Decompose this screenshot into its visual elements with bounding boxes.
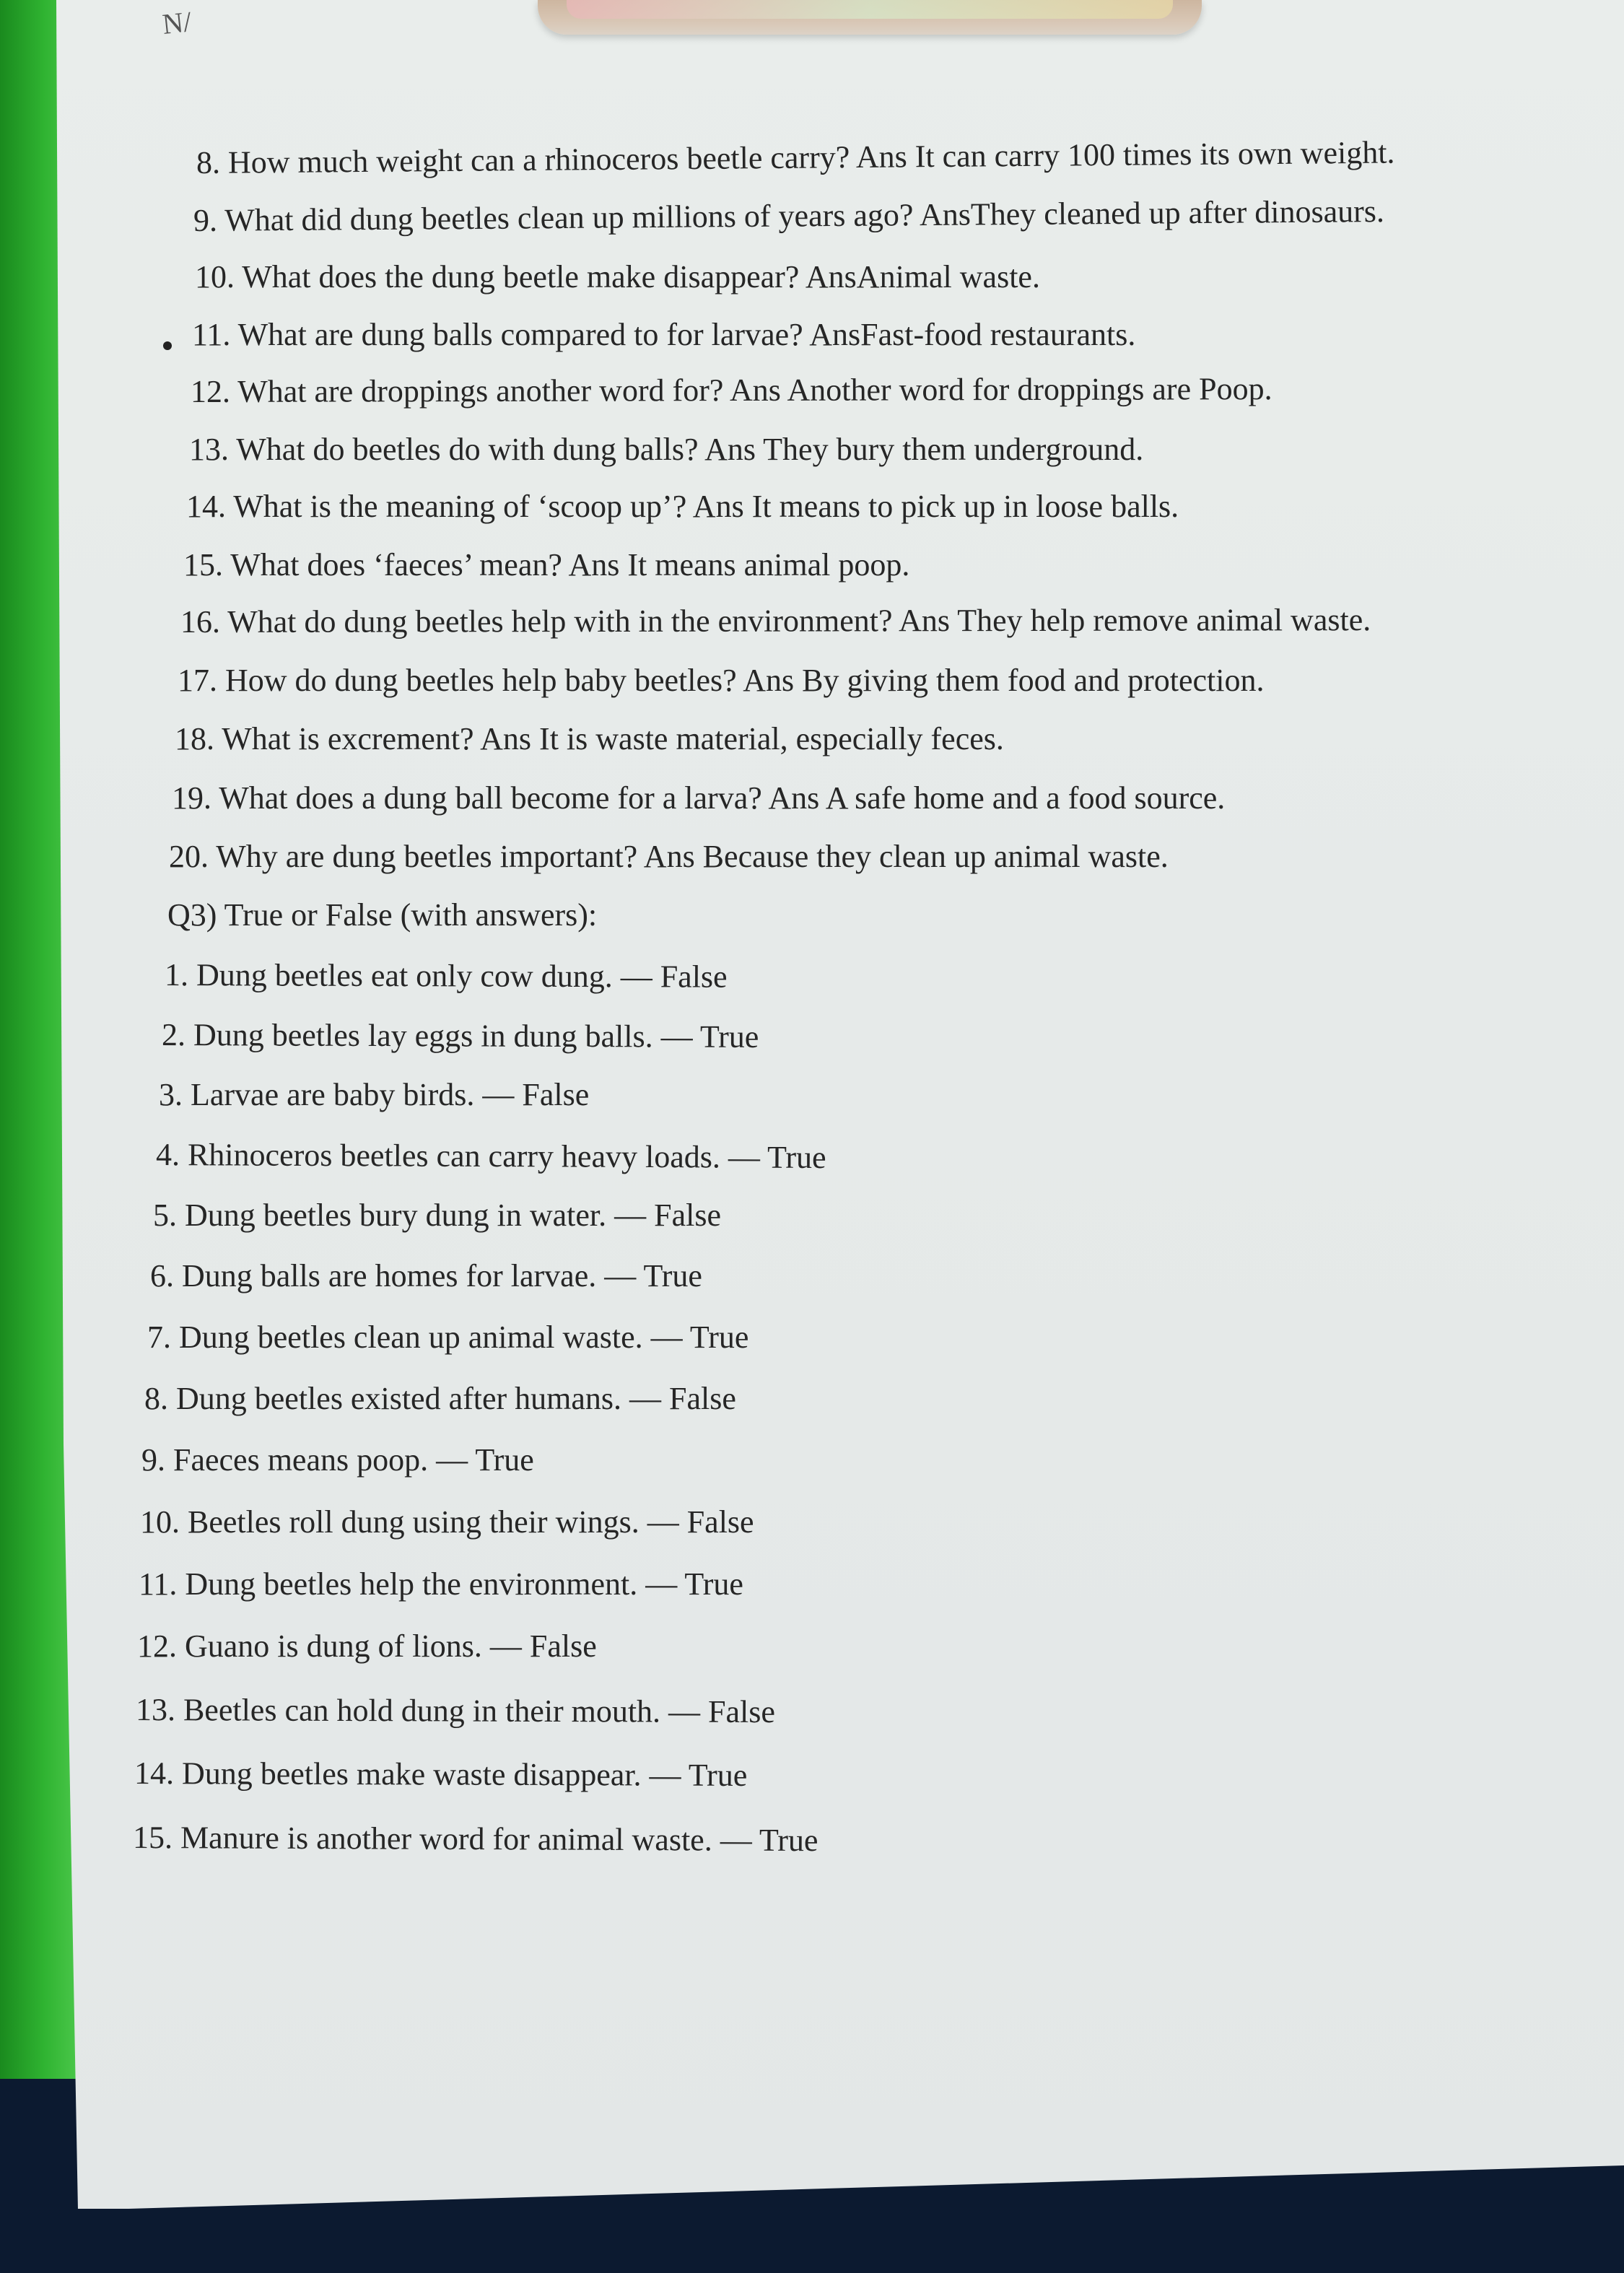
- header-mark: N/: [160, 5, 193, 40]
- section-heading: Q3) True or False (with answers):: [167, 897, 598, 933]
- tf-line: 5. Dung beetles bury dung in water. — False: [153, 1197, 721, 1233]
- qa-line: 16. What do dung beetles help with in the environment? Ans They help remove animal waste.: [180, 602, 1371, 640]
- qa-line: 8. How much weight can a rhinoceros beetle carry? Ans It can carry 100 times its own weight.: [196, 134, 1395, 180]
- tf-line: 3. Larvae are baby birds. — False: [159, 1077, 590, 1112]
- tf-line: 8. Dung beetles existed after humans. — False: [144, 1381, 736, 1416]
- qa-line: 15. What does ‘faeces’ mean? Ans It means animal poop.: [183, 547, 910, 583]
- qa-line: 19. What does a dung ball become for a larva? Ans A safe home and a food source.: [172, 780, 1226, 816]
- tf-line: 13. Beetles can hold dung in their mouth. — False: [135, 1692, 776, 1730]
- tf-line: 12. Guano is dung of lions. — False: [137, 1628, 597, 1664]
- qa-line: 9. What did dung beetles clean up millions of years ago? AnsThey cleaned up after dinosaurs.: [193, 193, 1385, 238]
- tf-line: 6. Dung balls are homes for larvae. — True: [150, 1258, 702, 1293]
- qa-line: 12. What are droppings another word for? Ans Another word for droppings are Poop.: [190, 371, 1272, 409]
- qa-line: 17. How do dung beetles help baby beetles? Ans By giving them food and protection.: [178, 663, 1265, 698]
- qa-line: 11. What are dung balls compared to for larvae? AnsFast-food restaurants.: [192, 317, 1136, 352]
- tf-line: 7. Dung beetles clean up animal waste. — True: [147, 1319, 749, 1355]
- tf-line: 1. Dung beetles eat only cow dung. — False: [164, 957, 728, 995]
- qa-line: 20. Why are dung beetles important? Ans Because they clean up animal waste.: [169, 839, 1169, 874]
- tf-line: 11. Dung beetles help the environment. — True: [139, 1566, 743, 1602]
- tf-line: 15. Manure is another word for animal waste. — True: [132, 1820, 818, 1859]
- tf-line: 4. Rhinoceros beetles can carry heavy loads. — True: [155, 1137, 826, 1176]
- tf-line: 2. Dung beetles lay eggs in dung balls. — True: [161, 1017, 759, 1055]
- qa-line: 13. What do beetles do with dung balls? Ans They bury them underground.: [189, 432, 1144, 467]
- qa-line: 10. What does the dung beetle make disappear? AnsAnimal waste.: [195, 259, 1040, 295]
- tf-line: 9. Faeces means poop. — True: [141, 1442, 534, 1478]
- tf-line: 14. Dung beetles make waste disappear. — True: [134, 1755, 748, 1793]
- qa-line: 14. What is the meaning of ‘scoop up’? Ans It means to pick up in loose balls.: [186, 489, 1179, 524]
- qa-line: 18. What is excrement? Ans It is waste material, especially feces.: [175, 721, 1004, 756]
- tf-line: 10. Beetles roll dung using their wings. — False: [140, 1504, 754, 1540]
